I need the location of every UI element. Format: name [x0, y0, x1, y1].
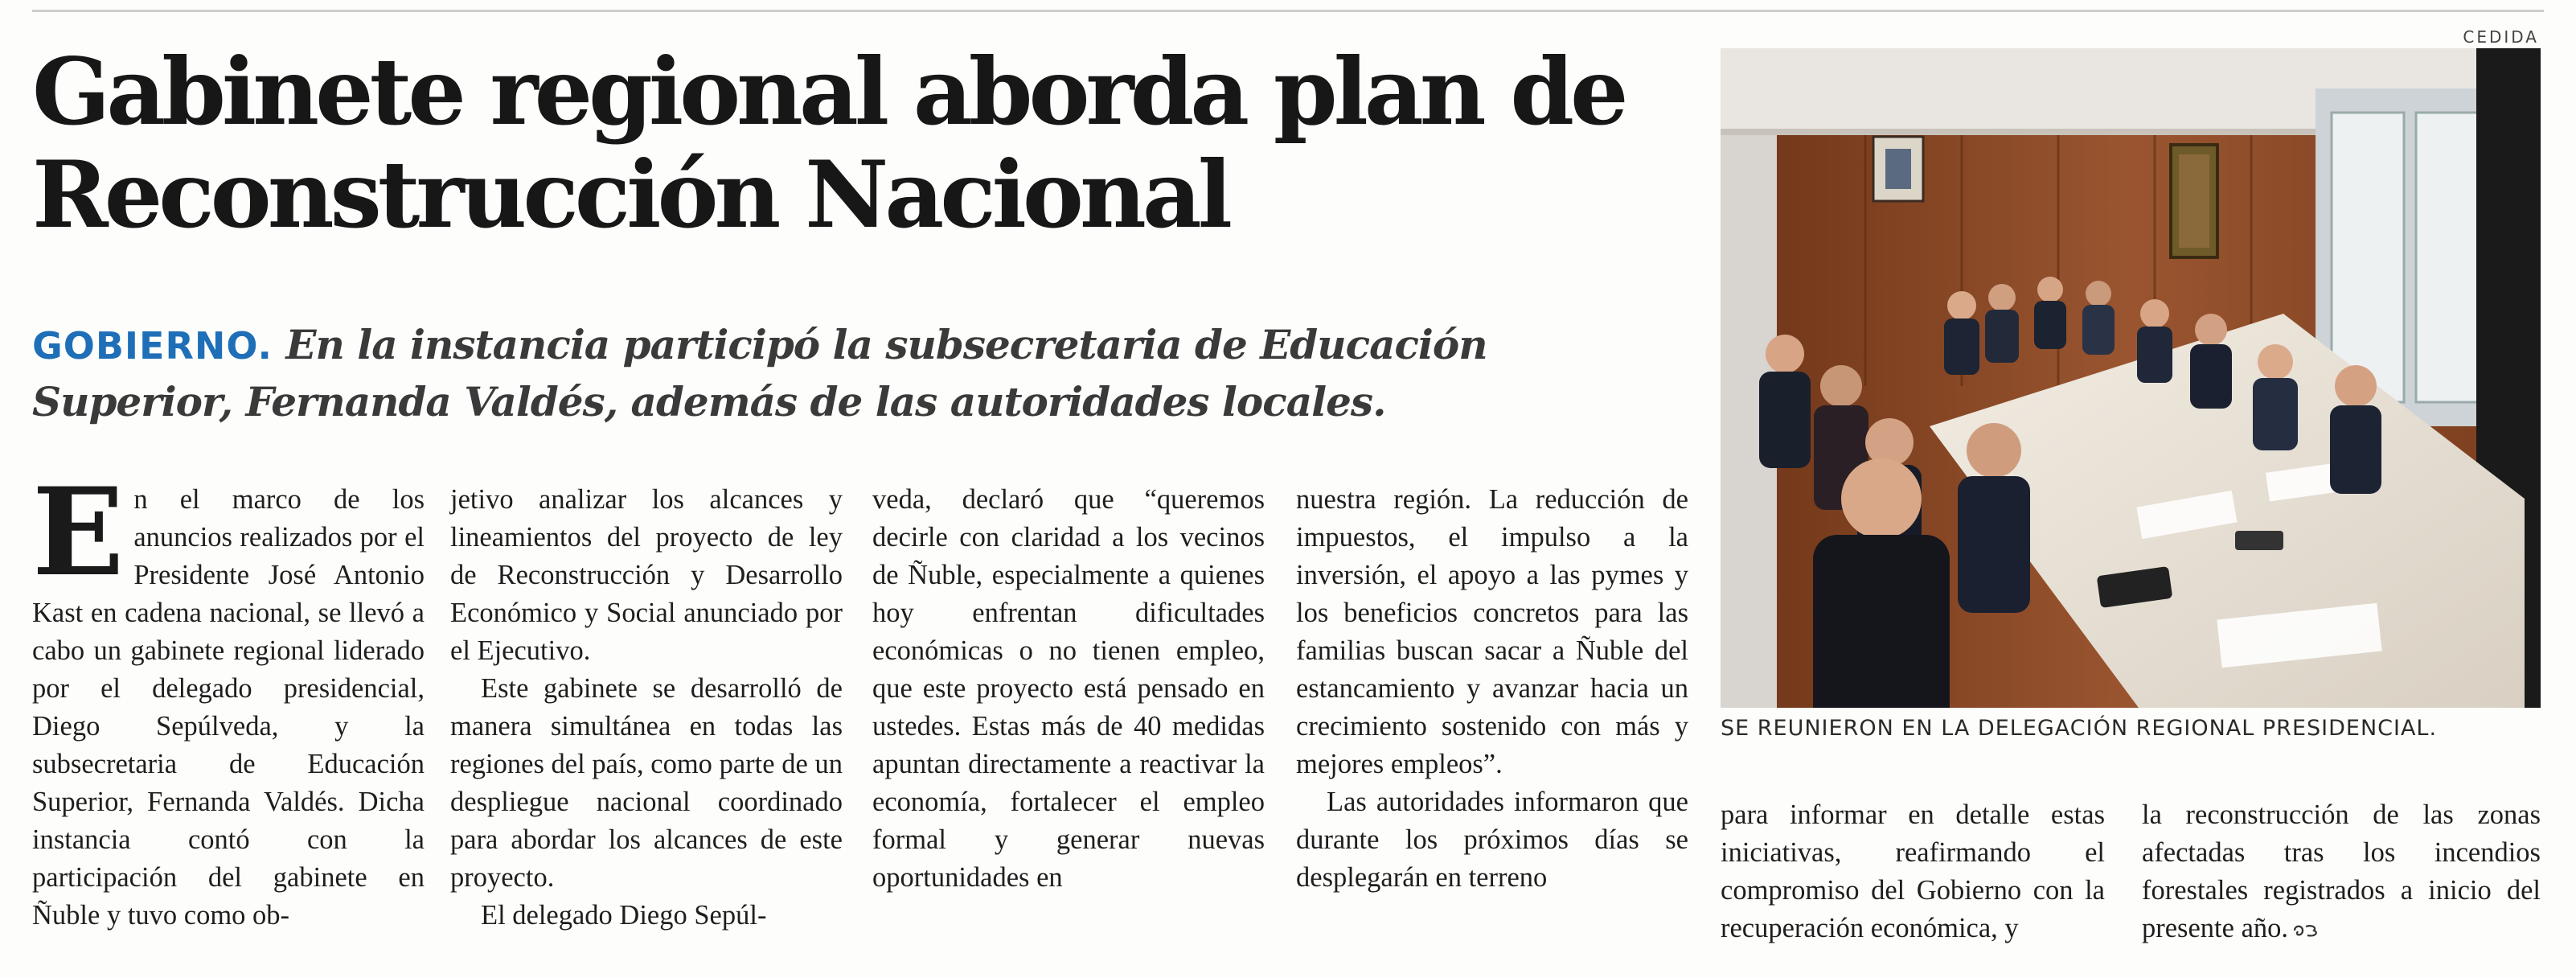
paragraph: El delegado Diego Sepúl-: [481, 900, 767, 931]
photo-caption: SE REUNIERON EN LA DELEGACIÓN REGIONAL PRESIDENCIAL.: [1721, 716, 2438, 741]
photo-credit: CEDIDA: [2463, 27, 2539, 47]
paragraph: la reconstrucción de las zonas afectadas tras los incendios forestales registrados a inicio del presente año.: [2142, 799, 2541, 943]
paragraph: n el marco de los anuncios realizados por el Presidente José Antonio Kast en cadena nacional, se llevó a cabo un gabinete regional liderado por el delegado presidencial, Diego Sepúlveda, y la subsecretaria de Educación Superior, Fernanda Valdés. Dicha instancia contó con la participación del gabinete en Ñuble y tuvo como ob-: [32, 484, 425, 931]
paragraph: para informar en detalle estas iniciativas, reafirmando el compromiso del Gobierno con la recuperación económica, y: [1721, 799, 2105, 943]
end-of-article-icon: [2293, 923, 2322, 938]
deck: [32, 317, 1688, 430]
paragraph: Las autoridades informaron que durante los próximos días se desplegarán en terreno: [1296, 787, 1688, 893]
top-rule: [32, 10, 2544, 12]
body-column-1: [32, 462, 425, 935]
body-column-6: [2142, 796, 2541, 947]
body-column-2: [450, 481, 843, 935]
meeting-illustration: [1721, 48, 2541, 708]
paragraph: veda, declaró que “queremos decirle con claridad a los vecinos de Ñuble, especialmente a quienes hoy enfrentan dificultades económicas o no tienen empleo, que este proyecto está pensado en ustedes. Estas más de 40 medidas apuntan directamente a reactivar la economía, fortalecer el empleo formal y generar nuevas oportunidades en: [872, 484, 1265, 893]
paragraph: jetivo analizar los alcances y lineamientos del proyecto de ley de Reconstrucción y Desarrollo Económico y Social anunciado por el Ejecutivo.: [450, 484, 843, 666]
headline: Gabinete regional aborda plan de Reconstrucción Nacional: [32, 38, 1625, 249]
section-kicker: GOBIERNO.: [32, 324, 273, 368]
meeting-photo: [1721, 48, 2541, 708]
body-column-4: [1296, 481, 1688, 897]
paragraph: nuestra región. La reducción de impuestos, el impulso a la inversión, el apoyo a las pymes y los beneficios concretos para las familias buscan sacar a Ñuble del estancamiento y avanzar hacia un crecimiento sostenido con más y mejores empleos”.: [1296, 484, 1688, 779]
body-column-5: [1721, 796, 2105, 947]
drop-cap: E: [32, 462, 125, 603]
paragraph: Este gabinete se desarrolló de manera simultánea en todas las regiones del país, como parte de un despliegue nacional coordinado para abordar los alcances de este proyecto.: [450, 673, 843, 893]
body-column-3: [872, 481, 1265, 897]
deck-text: En la instancia participó la subsecretaria de Educación Superior, Fernanda Valdés, además de las autoridades locales.: [32, 321, 1487, 425]
